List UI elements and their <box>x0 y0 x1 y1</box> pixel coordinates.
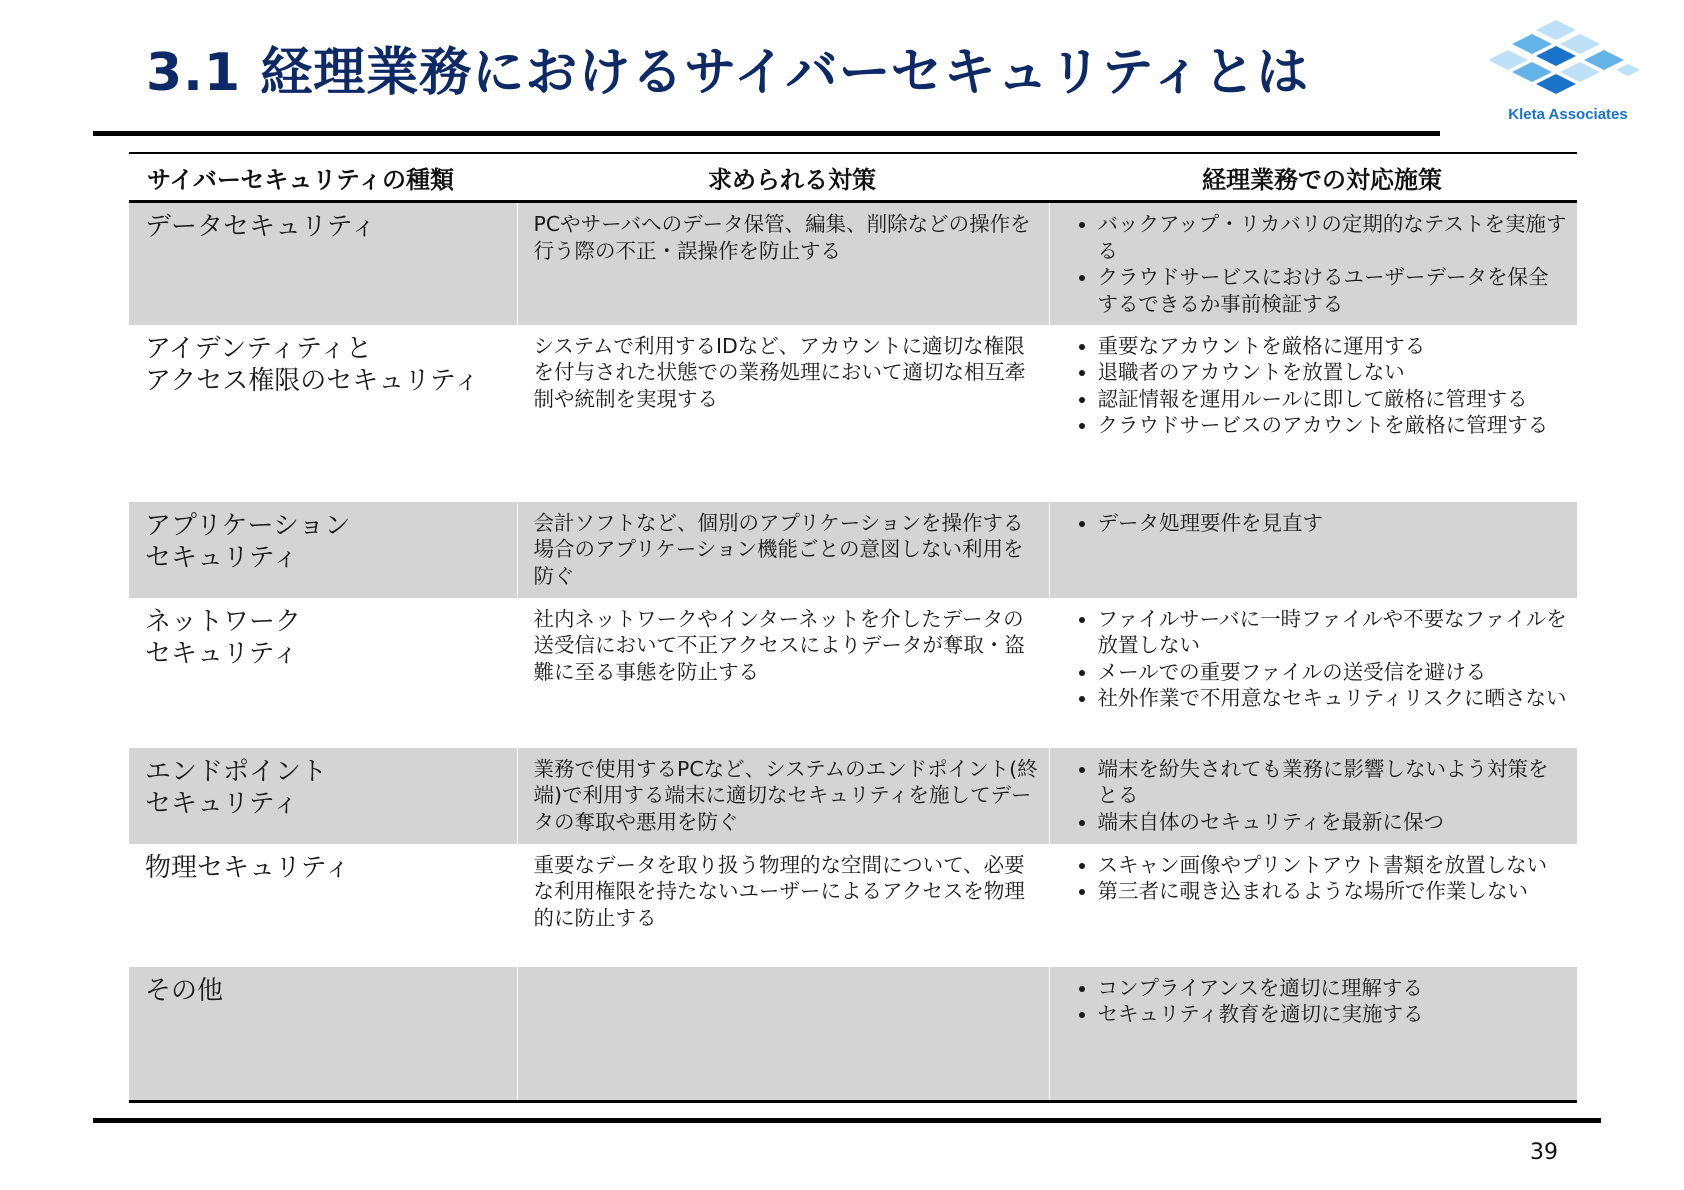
table-header-row <box>129 153 1577 202</box>
table-row <box>129 202 1577 325</box>
category-cell <box>129 502 517 598</box>
category-label: アプリケーション セキュリティ <box>145 510 351 573</box>
action-item: • 第三者に覗き込まれるような場所で作業しない <box>1098 878 1568 905</box>
category-cell <box>129 967 517 1102</box>
action-list <box>1066 211 1568 317</box>
action-item: • 端末自体のセキュリティを最新に保つ <box>1098 809 1568 836</box>
measure-text: 社内ネットワークやインターネットを介したデータの送受信において不正アクセスによりデータが奪取・盗難に至る事態を防止する <box>533 606 1025 684</box>
measure-cell <box>517 748 1049 844</box>
category-cell <box>129 844 517 967</box>
category-cell <box>129 598 517 748</box>
actions-cell <box>1049 844 1577 967</box>
category-label: アイデンティティと アクセス権限のセキュリティ <box>145 333 480 396</box>
measure-text: 重要なデータを取り扱う物理的な空間について、必要な利用権限を持たないユーザーによるアクセスを物理的に防止する <box>533 852 1025 930</box>
measure-text: システムで利用するIDなど、アカウントに適切な権限を付与された状態での業務処理において適切な相互牽制や統制を実現する <box>533 333 1026 411</box>
logo-caption: Kleta Associates <box>1508 106 1628 123</box>
action-item: • 端末を紛失されても業務に影響しないよう対策をとる <box>1098 756 1568 809</box>
category-label: データセキュリティ <box>145 212 377 242</box>
action-list <box>1066 756 1568 836</box>
actions-cell <box>1049 598 1577 748</box>
table-row <box>129 598 1577 748</box>
header-required-measure: 求められる対策 <box>517 153 1049 202</box>
measure-text: 会計ソフトなど、個別のアプリケーションを操作する場合のアプリケーション機能ごとの意図しない利用を防ぐ <box>533 510 1024 588</box>
logo-tile <box>1536 20 1576 40</box>
action-item: • 認証情報を運用ルールに即して厳格に管理する <box>1098 386 1568 413</box>
measure-cell <box>517 844 1049 967</box>
actions-cell <box>1049 325 1577 502</box>
action-list <box>1066 852 1568 905</box>
action-item: • 社外作業で不用意なセキュリティリスクに晒さない <box>1098 685 1568 712</box>
measure-cell <box>517 202 1049 325</box>
actions-cell <box>1049 748 1577 844</box>
category-label: エンドポイント セキュリティ <box>145 756 328 819</box>
measure-text: 業務で使用するPCなど、システムのエンドポイント(終端)で利用する端末に適切なセキュリティを施してデータの奪取や悪用を防ぐ <box>533 756 1038 834</box>
title-divider <box>93 131 1440 136</box>
category-cell <box>129 748 517 844</box>
measure-cell <box>517 325 1049 502</box>
measure-cell <box>517 598 1049 748</box>
action-item: • バックアップ・リカバリの定期的なテストを実施する <box>1098 211 1568 264</box>
security-table <box>129 152 1577 1103</box>
action-list <box>1066 510 1568 537</box>
logo-tiles <box>1490 20 1640 94</box>
action-list <box>1066 333 1568 439</box>
action-item: • セキュリティ教育を適切に実施する <box>1098 1001 1568 1028</box>
category-label: ネットワーク セキュリティ <box>145 606 302 669</box>
action-item: • データ処理要件を見直す <box>1098 510 1568 537</box>
action-item: • スキャン画像やプリントアウト書類を放置しない <box>1098 852 1568 879</box>
category-cell <box>129 202 517 325</box>
action-item: • コンプライアンスを適切に理解する <box>1098 975 1568 1002</box>
action-list <box>1066 975 1568 1028</box>
page-number: 39 <box>1530 1140 1558 1165</box>
category-label: その他 <box>145 975 224 1006</box>
actions-cell <box>1049 202 1577 325</box>
actions-cell <box>1049 502 1577 598</box>
table-row <box>129 967 1577 1102</box>
actions-cell <box>1049 967 1577 1102</box>
category-label: 物理セキュリティ <box>145 852 351 883</box>
header-accounting-action: 経理業務での対応施策 <box>1049 153 1577 202</box>
table-row <box>129 325 1577 502</box>
measure-cell <box>517 967 1049 1102</box>
action-list <box>1066 606 1568 712</box>
table-row <box>129 844 1577 967</box>
measure-cell <box>517 502 1049 598</box>
header-security-type: サイバーセキュリティの種類 <box>129 153 517 202</box>
action-item: • メールでの重要ファイルの送受信を避ける <box>1098 659 1568 686</box>
action-item: • 退職者のアカウントを放置しない <box>1098 359 1568 386</box>
table-row <box>129 502 1577 598</box>
measure-text: PCやサーバへのデータ保管、編集、削除などの操作を行う際の不正・誤操作を防止する <box>533 212 1031 263</box>
table-row <box>129 748 1577 844</box>
logo-tile <box>1616 64 1640 76</box>
action-item: • クラウドサービスにおけるユーザーデータを保全するできるか事前検証する <box>1098 264 1568 317</box>
footer-divider <box>93 1118 1601 1123</box>
action-item: • ファイルサーバに一時ファイルや不要なファイルを放置しない <box>1098 606 1568 659</box>
page-title: 3.1 経理業務におけるサイバーセキュリティとは <box>146 43 1310 103</box>
category-cell <box>129 325 517 502</box>
action-item: • 重要なアカウントを厳格に運用する <box>1098 333 1568 360</box>
action-item: • クラウドサービスのアカウントを厳格に管理する <box>1098 412 1568 439</box>
